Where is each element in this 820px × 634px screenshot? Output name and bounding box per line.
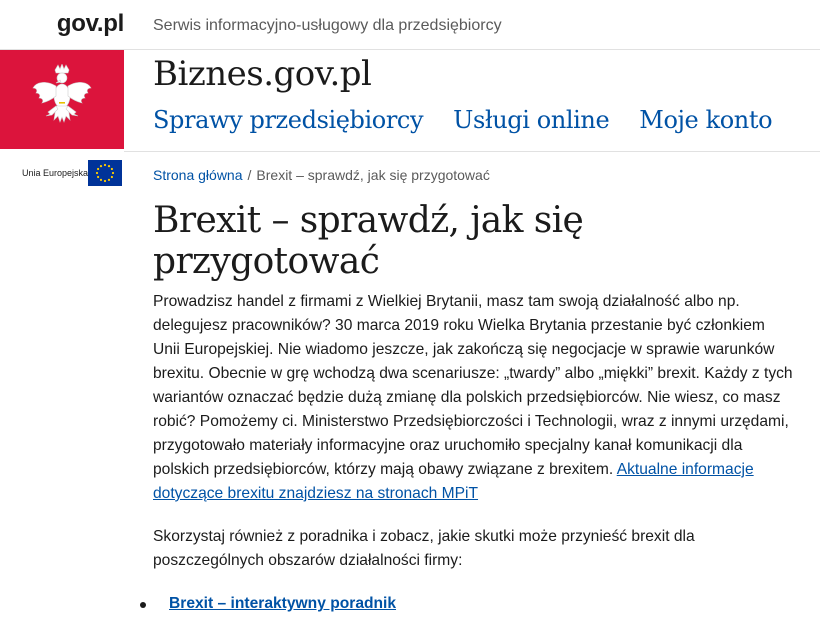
mpit-brexit-info-link[interactable]: Aktualne informacje dotyczące brexitu znajdziesz na stronach MPiT	[153, 461, 754, 502]
breadcrumb-current: Brexit – sprawdź, jak się przygotować	[256, 167, 490, 183]
nav-item-sprawy-przedsiebiorcy[interactable]: Sprawy przedsiębiorcy	[153, 106, 424, 134]
polish-emblem[interactable]	[0, 50, 124, 149]
article-paragraph-2: Skorzystaj również z poradnika i zobacz, jakie skutki może przynieść brexit dla poszczególnych obszarów działalności firmy:	[153, 528, 695, 569]
breadcrumb-home-link[interactable]: Strona główna	[153, 167, 243, 183]
eu-label: Unia Europejska	[22, 168, 89, 178]
article-paragraph-1	[153, 290, 793, 506]
breadcrumb-separator: /	[247, 167, 252, 183]
site-title-link[interactable]: Biznes.gov.pl	[153, 54, 372, 94]
nav-item-moje-konto[interactable]: Moje konto	[639, 106, 773, 134]
article-content	[153, 290, 793, 616]
eu-flag-icon	[88, 160, 122, 186]
site-tagline: Serwis informacyjno-usługowy dla przedsiębiorcy	[153, 17, 502, 34]
gov-pl-logo-link[interactable]: gov.pl	[56, 10, 124, 37]
nav-item-uslugi-online[interactable]: Usługi online	[453, 106, 610, 134]
nav-divider	[124, 151, 820, 152]
header-divider	[0, 49, 820, 50]
paragraph-1-text: Prowadzisz handel z firmami z Wielkiej Brytanii, masz tam swoją działalność albo np. delegujesz pracowników? 30 marca 2019 roku Wielka Brytania przestanie być członkiem Unii Europejskiej. Nie wiadomo jeszcze, jak zakończą się negocjacje w sprawie warunków brexitu. Obecnie w grę wchodzą dwa scenariusze: „twardy” albo „miękki” brexit. Każdy z tych wariantów oznaczać będzie dużą zmianę dla polskich przedsiębiorców. Nie wiesz, co masz robić? Pomożemy ci. Ministerstwo Przedsiębiorczości i Technologii, wraz z innymi urzędami, przygotowało materiały informacyjne oraz uruchomiło specjalny kanał komunikacji dla polskich przedsiębiorców, którzy mają obawy związane z brexitem.	[153, 293, 793, 478]
breadcrumb	[153, 167, 490, 183]
main-navigation	[153, 106, 772, 134]
list-item	[153, 592, 793, 616]
brexit-interactive-guide-link[interactable]: Brexit – interaktywny poradnik	[169, 595, 397, 612]
eu-badge	[0, 160, 124, 188]
guide-links-list	[153, 592, 793, 616]
page-title: Brexit – sprawdź, jak się przygotować	[153, 200, 584, 282]
white-eagle-icon	[30, 64, 94, 136]
